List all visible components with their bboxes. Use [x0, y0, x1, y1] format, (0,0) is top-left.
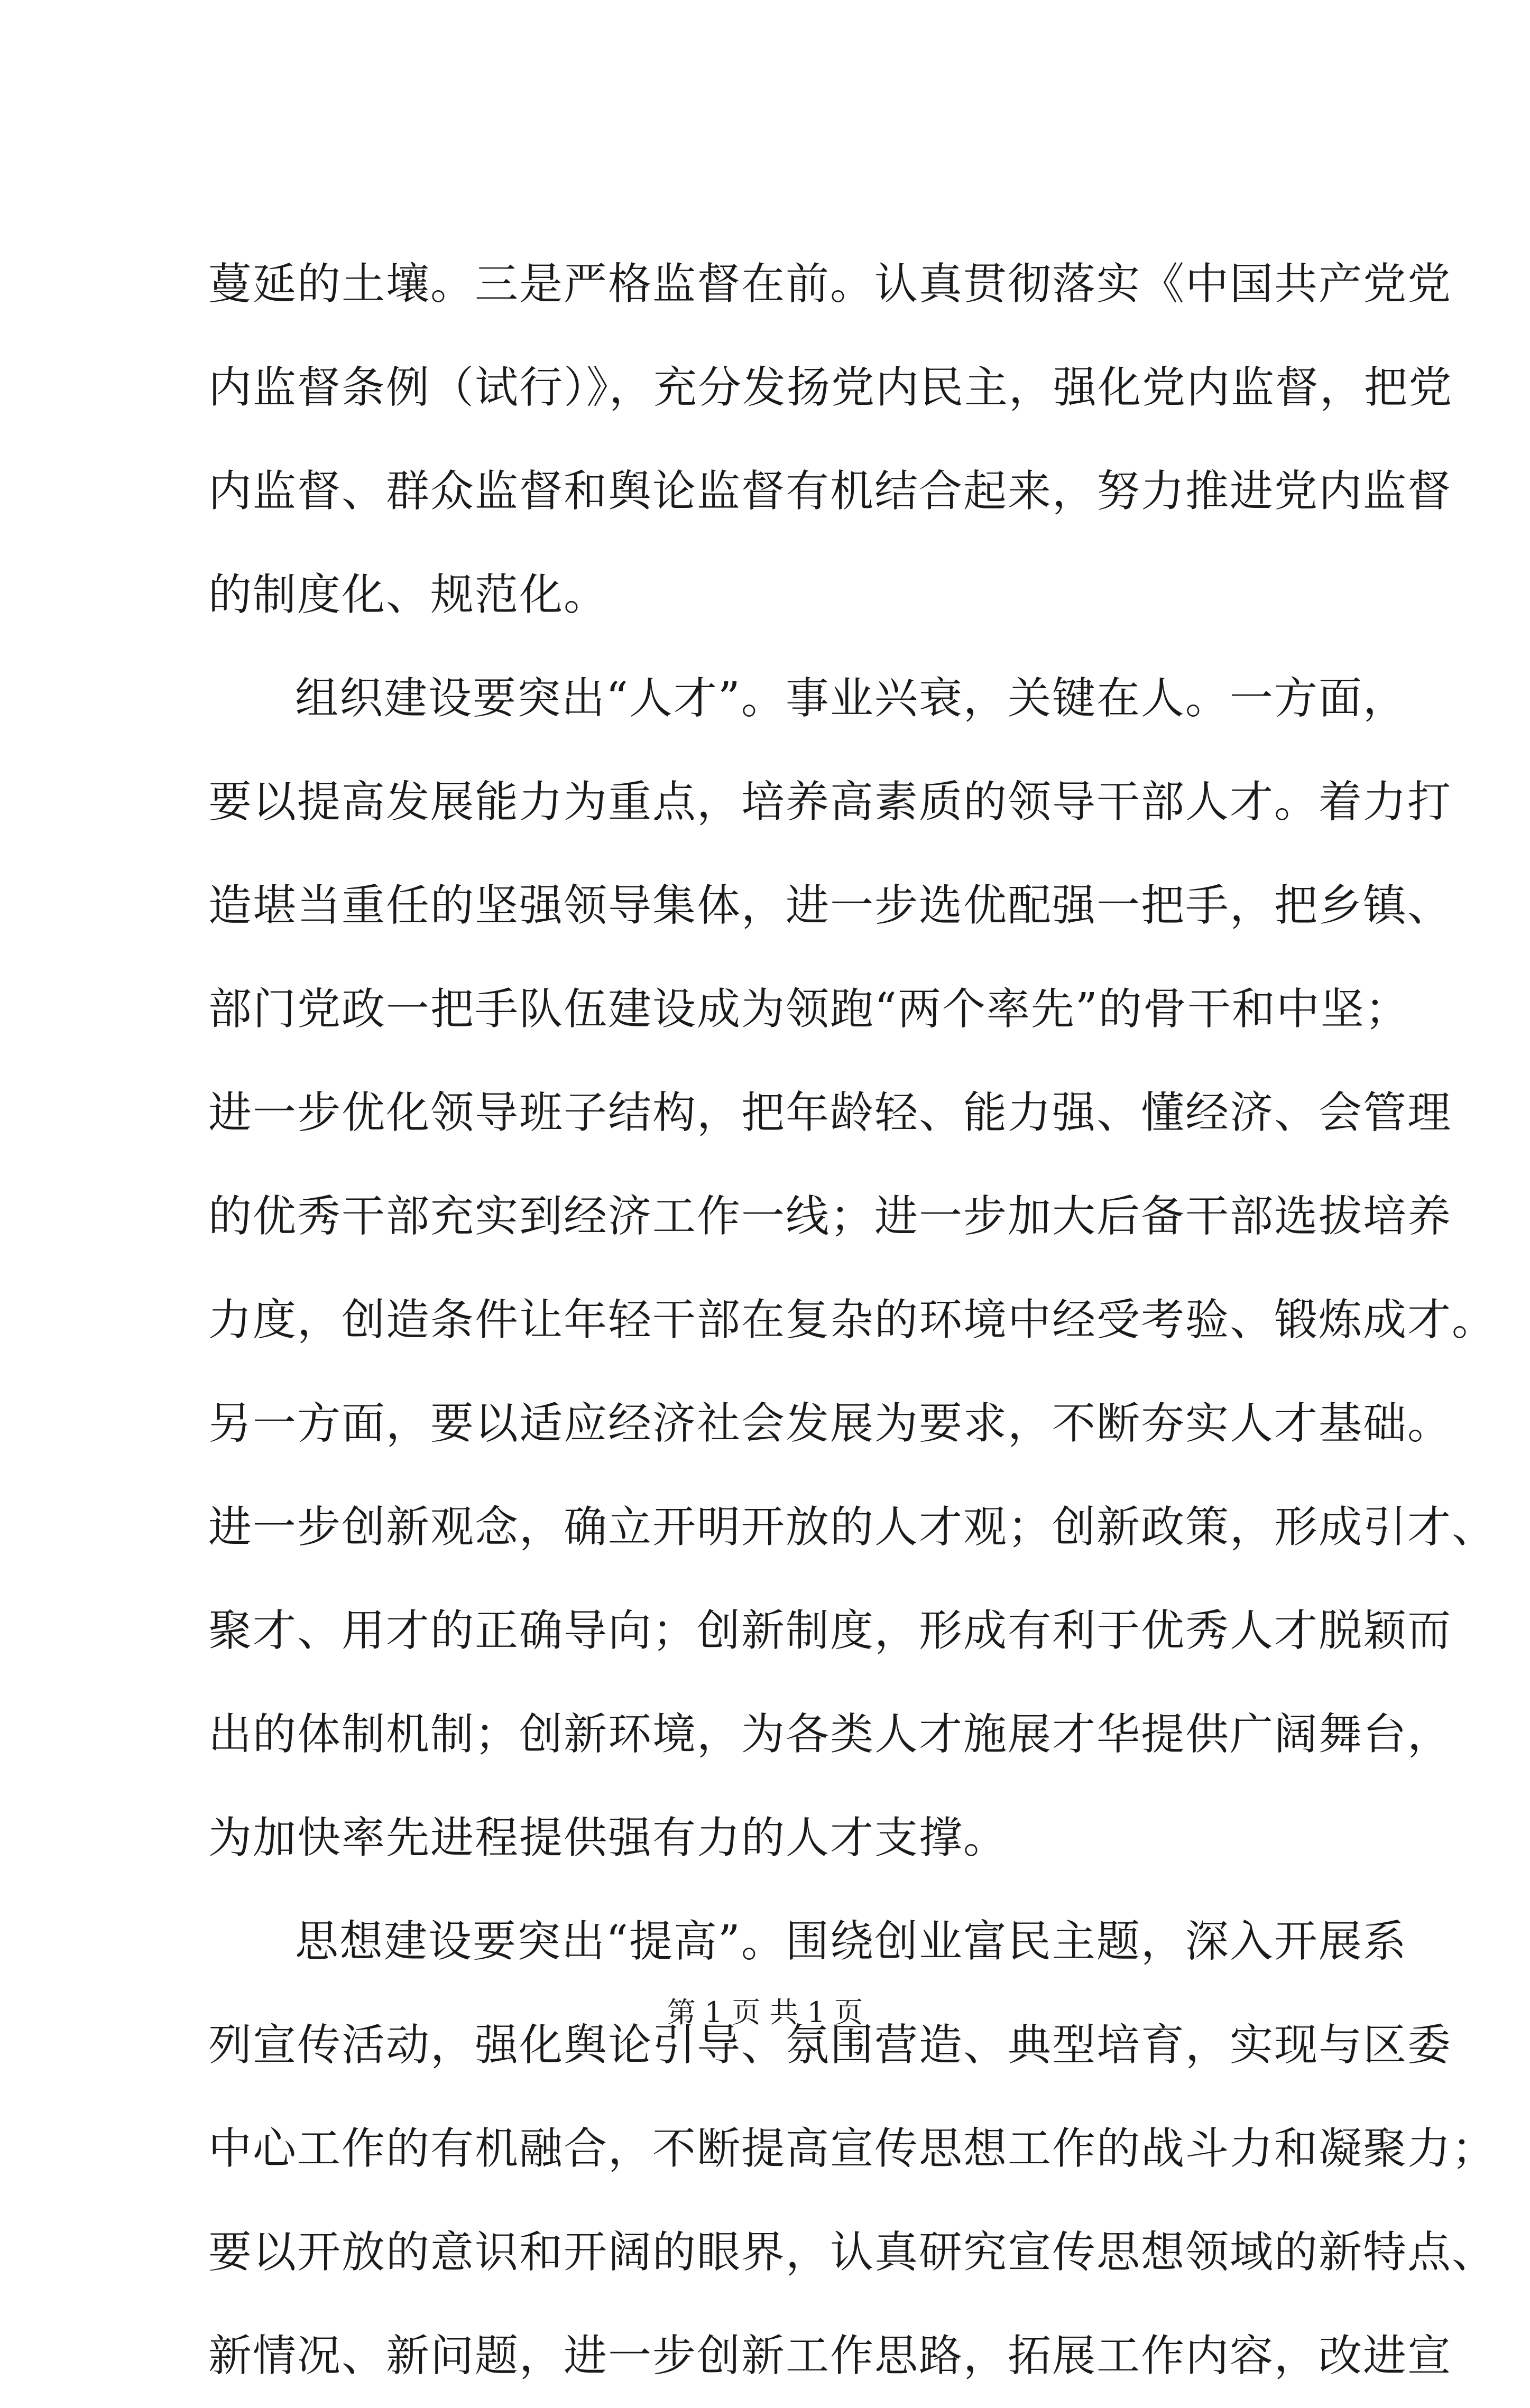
- text-line: 中心工作的有机融合，不断提高宣传思想工作的战斗力和凝聚力；: [208, 2124, 1497, 2174]
- text-line: 力度，创造条件让年轻干部在复杂的环境中经受考验、锻炼成才。: [208, 1295, 1497, 1345]
- page-footer: 第 1 页 共 1 页: [667, 1996, 863, 2029]
- text-line: 进一步创新观念，确立开明开放的人才观；创新政策，形成引才、: [208, 1502, 1497, 1552]
- text-line: 的制度化、规范化。: [208, 570, 609, 620]
- text-line: 蔓延的土壤。三是严格监督在前。认真贯彻落实《中国共产党党: [208, 259, 1452, 309]
- text-line: 要以提高发展能力为重点，培养高素质的领导干部人才。着力打: [208, 777, 1452, 827]
- text-line: 另一方面，要以适应经济社会发展为要求，不断夯实人才基础。: [208, 1399, 1452, 1449]
- text-line: 要以开放的意识和开阔的眼界，认真研究宣传思想领域的新特点、: [208, 2227, 1497, 2277]
- text-line: 内监督条例（试行）》，充分发扬党内民主，强化党内监督，把党: [208, 363, 1453, 413]
- text-line: 新情况、新问题，进一步创新工作思路，拓展工作内容，改进宣: [208, 2331, 1452, 2381]
- paragraph-start-line: 思想建设要突出“提高”。围绕创业富民主题，深入开展系: [295, 1916, 1407, 1967]
- text-line: 聚才、用才的正确导向；创新制度，形成有利于优秀人才脱颖而: [208, 1606, 1452, 1656]
- text-line: 为加快率先进程提供强有力的人才支撑。: [208, 1813, 1008, 1863]
- text-line: 的优秀干部充实到经济工作一线；进一步加大后备干部选拔培养: [208, 1191, 1452, 1242]
- text-line: 列宣传活动，强化舆论引导、氛围营造、典型培育，实现与区委: [208, 2020, 1452, 2070]
- text-line: 造堪当重任的坚强领导集体，进一步选优配强一把手，把乡镇、: [208, 881, 1452, 931]
- paragraph-start-line: 组织建设要突出“人才”。事业兴衰，关键在人。一方面，: [295, 673, 1407, 724]
- text-line: 进一步优化领导班子结构，把年龄轻、能力强、懂经济、会管理: [208, 1088, 1452, 1138]
- text-line: 出的体制机制；创新环境，为各类人才施展才华提供广阔舞台，: [208, 1709, 1452, 1759]
- text-line: 部门党政一把手队伍建设成为领跑“两个率先”的骨干和中坚；: [208, 984, 1409, 1034]
- document-body: [208, 233, 1497, 2408]
- text-line: 内监督、群众监督和舆论监督有机结合起来，努力推进党内监督: [208, 466, 1452, 516]
